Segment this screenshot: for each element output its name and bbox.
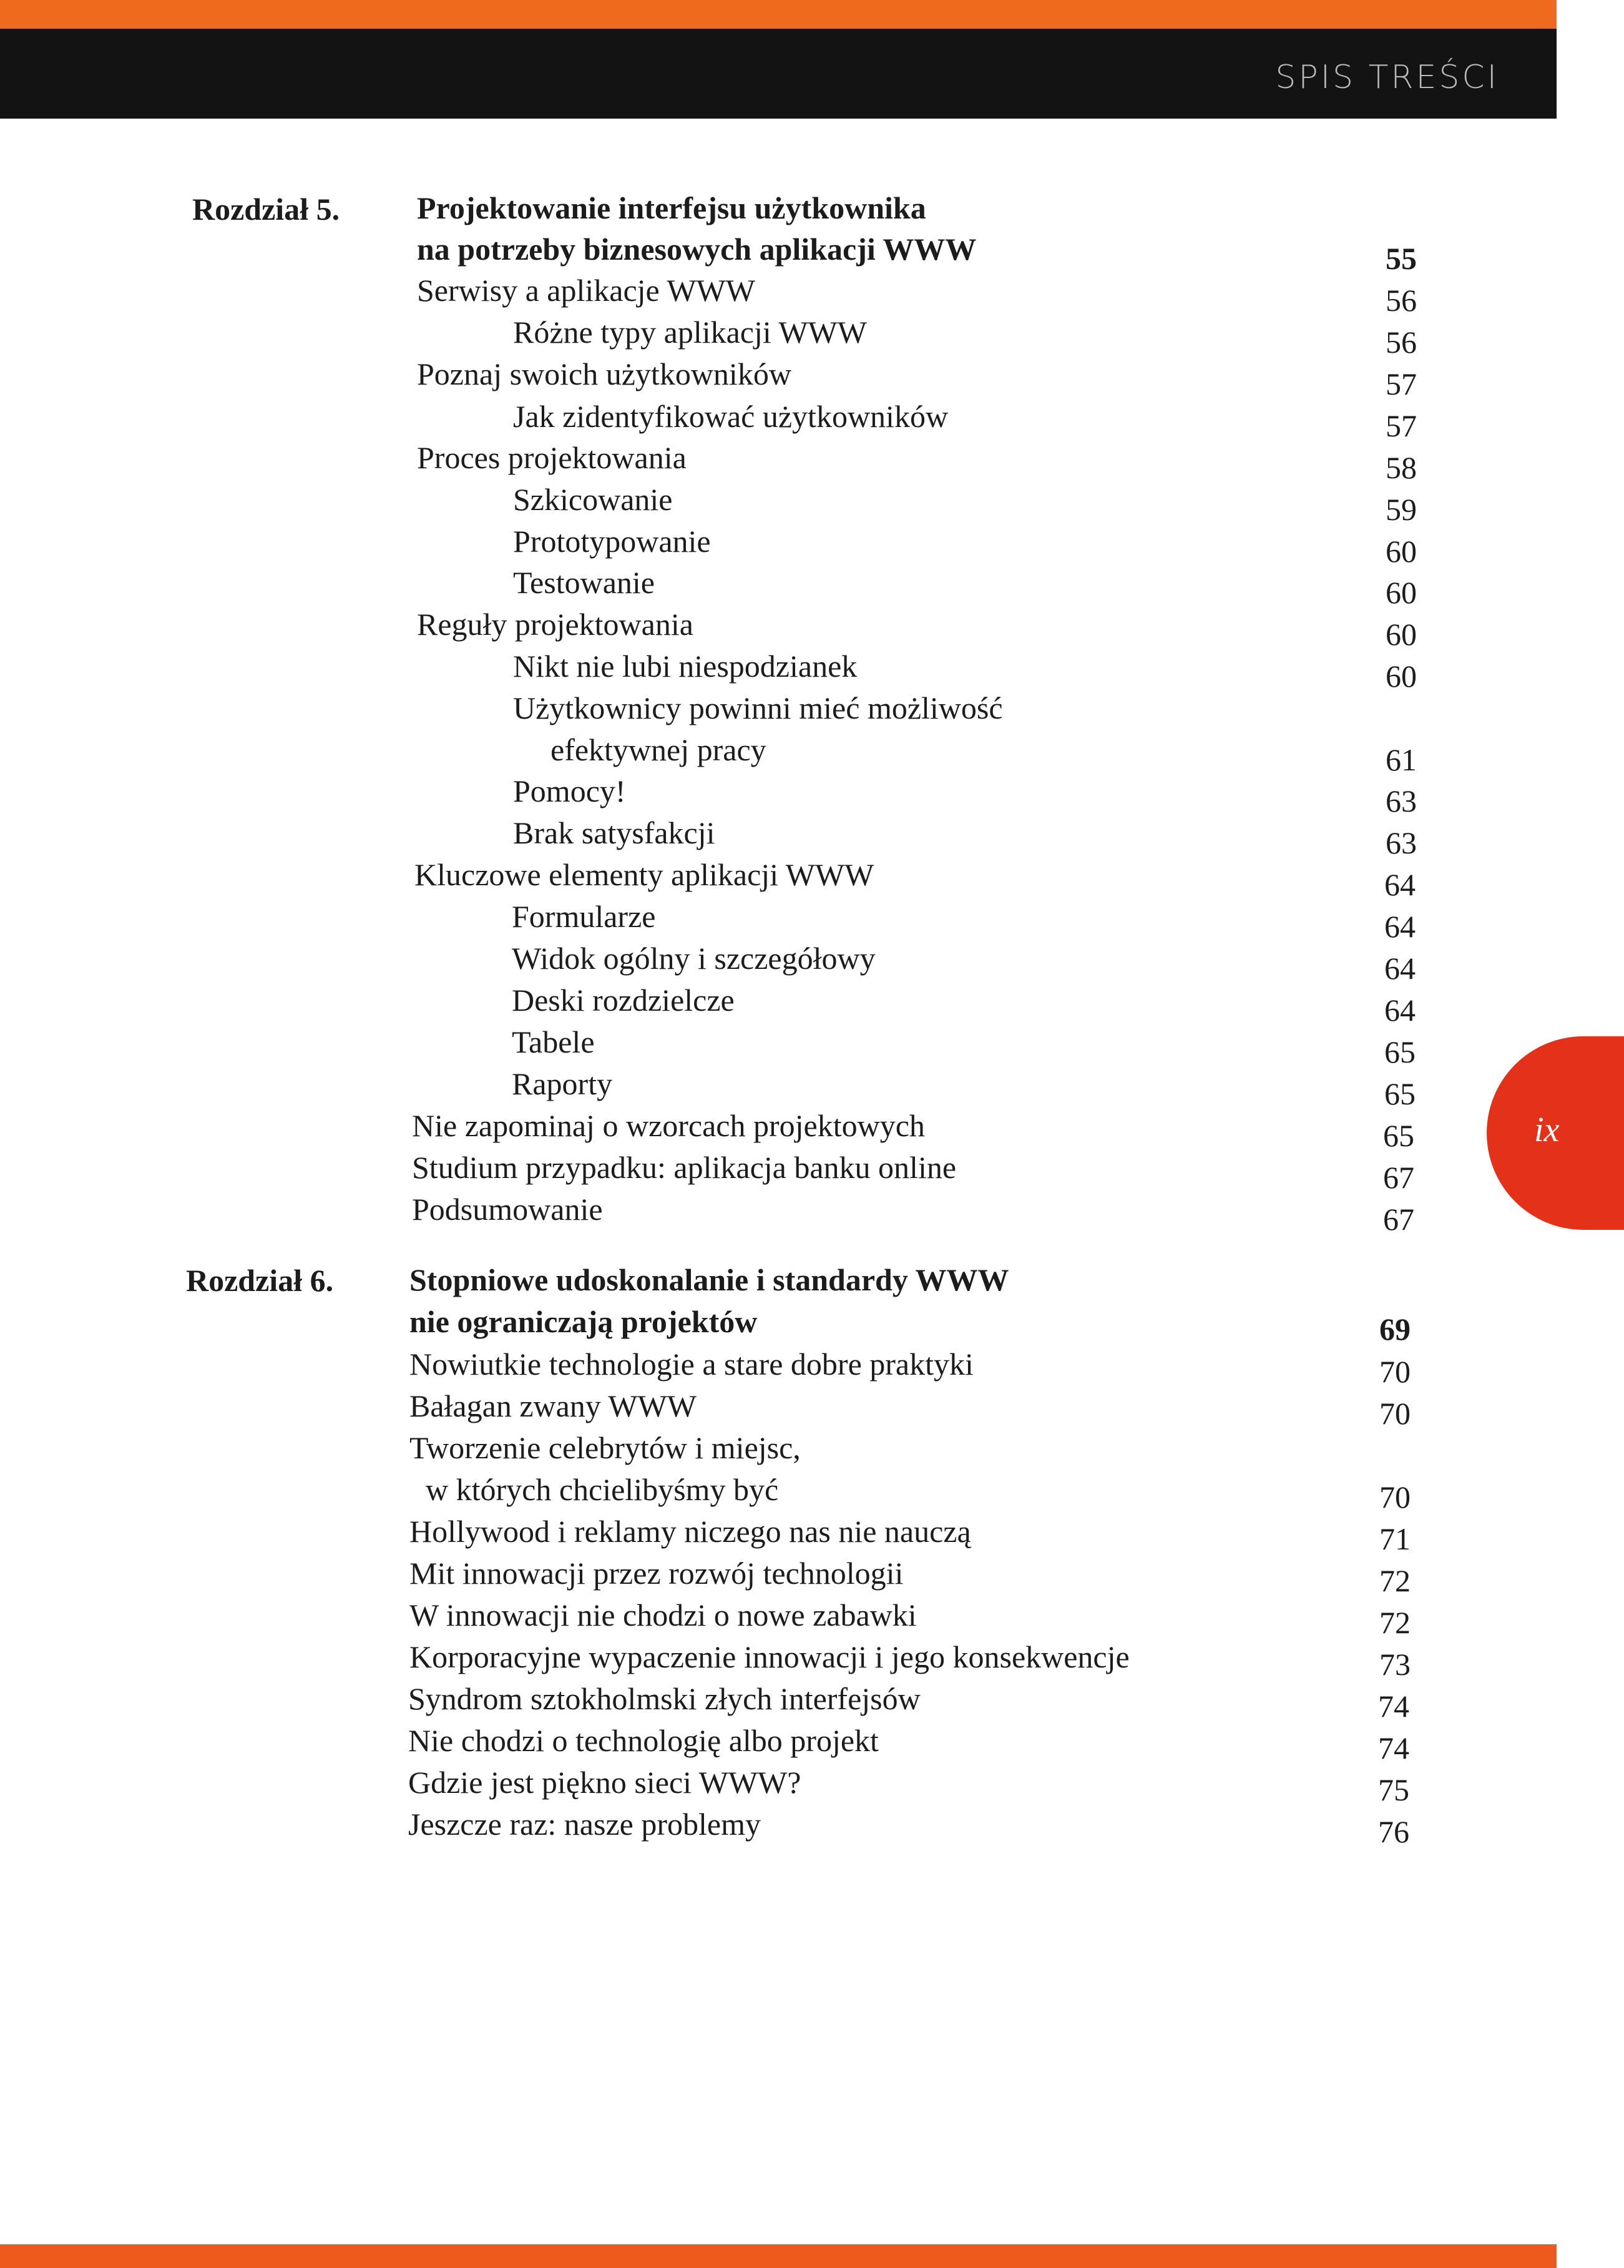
toc-entry: Korporacyjne wypaczenie innowacji i jego konsekwencje bbox=[409, 1639, 1130, 1674]
toc-entry: Poznaj swoich użytkowników bbox=[417, 356, 791, 391]
toc-entry-page: 73 bbox=[1379, 1647, 1411, 1682]
toc-entry: Widok ogólny i szczegółowy bbox=[512, 941, 876, 976]
toc-entry-page: 67 bbox=[1383, 1202, 1414, 1237]
toc-entry-page: 64 bbox=[1384, 993, 1416, 1028]
toc-entry: Mit innowacji przez rozwój technologii bbox=[409, 1556, 904, 1591]
toc-entry-page: 74 bbox=[1378, 1730, 1409, 1765]
toc-entry: Testowanie bbox=[513, 565, 655, 600]
toc-entry-page: 74 bbox=[1378, 1689, 1409, 1724]
toc-entry: Bałagan zwany WWW bbox=[409, 1388, 697, 1423]
toc-entry-page: 63 bbox=[1386, 783, 1417, 818]
toc-entry-page: 57 bbox=[1386, 366, 1417, 401]
chapter-6-page: 69 bbox=[1379, 1312, 1411, 1347]
chapter-5-title-line1: Projektowanie interfejsu użytkownika bbox=[417, 190, 926, 225]
toc-entry-page: 64 bbox=[1384, 951, 1416, 986]
toc-entry-page: 65 bbox=[1384, 1034, 1416, 1069]
toc-entry: Nie chodzi o technologię albo projekt bbox=[408, 1723, 879, 1758]
toc-entry: Proces projektowania bbox=[417, 440, 687, 475]
toc-entry-page: 72 bbox=[1379, 1605, 1411, 1640]
toc-entry: Gdzie jest piękno sieci WWW? bbox=[408, 1765, 801, 1800]
toc-entry: Nie zapominaj o wzorcach projektowych bbox=[412, 1108, 925, 1143]
toc-entry: Deski rozdzielcze bbox=[512, 983, 735, 1018]
toc-entry: Jak zidentyfikować użytkowników bbox=[513, 399, 949, 434]
toc-entry-page: 65 bbox=[1384, 1076, 1416, 1111]
toc-entry: W innowacji nie chodzi o nowe zabawki bbox=[409, 1598, 917, 1632]
toc-entry-page: 56 bbox=[1386, 283, 1417, 318]
toc-entry-page: 58 bbox=[1386, 450, 1417, 485]
toc-entry: Pomocy! bbox=[513, 773, 626, 808]
chapter-5-page: 55 bbox=[1386, 241, 1417, 276]
toc-entry: Podsumowanie bbox=[412, 1192, 603, 1227]
chapter-5-label: Rozdział 5. bbox=[192, 192, 340, 227]
chapter-6-label: Rozdział 6. bbox=[186, 1263, 334, 1298]
toc-entry-page: 70 bbox=[1379, 1354, 1411, 1389]
toc-entry-page: 67 bbox=[1383, 1160, 1414, 1195]
toc-entry: Hollywood i reklamy niczego nas nie nauczą bbox=[409, 1514, 971, 1549]
toc-entry-page: 65 bbox=[1383, 1118, 1414, 1153]
header-title: SPIS TREŚCI bbox=[1275, 59, 1499, 96]
toc-entry: Tworzenie celebrytów i miejsc, bbox=[409, 1430, 801, 1465]
toc-entry-page: 72 bbox=[1379, 1563, 1411, 1598]
toc-entry: Jeszcze raz: nasze problemy bbox=[408, 1807, 761, 1842]
toc-entry-page: 57 bbox=[1386, 408, 1417, 443]
toc-entry-page: 64 bbox=[1384, 867, 1416, 902]
toc-entry: Reguły projektowania bbox=[417, 607, 693, 642]
toc-entry: Użytkownicy powinni mieć możliwość bbox=[513, 690, 1003, 725]
toc-entry: Syndrom sztokholmski złych interfejsów bbox=[408, 1681, 921, 1716]
page-number: ix bbox=[1534, 1111, 1560, 1149]
toc-entry: Studium przypadku: aplikacja banku online bbox=[412, 1150, 957, 1185]
toc-entry: Nikt nie lubi niespodzianek bbox=[513, 649, 858, 684]
toc-entry: Brak satysfakcji bbox=[513, 815, 715, 850]
toc-entry-page: 60 bbox=[1386, 534, 1417, 569]
chapter-5-title-line2: na potrzeby biznesowych aplikacji WWW bbox=[417, 232, 977, 267]
toc-entry-page: 71 bbox=[1379, 1521, 1411, 1556]
toc-entry-page: 61 bbox=[1386, 742, 1417, 777]
toc-entry: Tabele bbox=[512, 1024, 595, 1059]
toc-entry: Formularze bbox=[512, 899, 656, 934]
toc-entry: w których chcielibyśmy być bbox=[426, 1472, 779, 1507]
toc-entry-page: 76 bbox=[1378, 1814, 1409, 1849]
toc-entry-page: 75 bbox=[1378, 1772, 1409, 1807]
toc-entry-page: 70 bbox=[1379, 1396, 1411, 1431]
toc-entry-page: 56 bbox=[1386, 325, 1417, 360]
toc-entry-page: 60 bbox=[1386, 659, 1417, 694]
toc-entry-page: 70 bbox=[1379, 1480, 1411, 1514]
toc-entry: Raporty bbox=[512, 1066, 613, 1101]
toc-entry: Serwisy a aplikacje WWW bbox=[417, 273, 755, 308]
toc-entry: Kluczowe elementy aplikacji WWW bbox=[414, 857, 874, 892]
chapter-6-title-line1: Stopniowe udoskonalanie i standardy WWW bbox=[409, 1262, 1009, 1297]
toc-entry: efektywnej pracy bbox=[550, 732, 766, 767]
toc-entry: Szkicowanie bbox=[513, 482, 673, 517]
toc-entry-page: 60 bbox=[1386, 575, 1417, 610]
toc-entry-page: 60 bbox=[1386, 617, 1417, 652]
chapter-6-title-line2: nie ograniczają projektów bbox=[409, 1304, 758, 1339]
toc-entry-page: 59 bbox=[1386, 492, 1417, 527]
toc-entry-page: 63 bbox=[1386, 825, 1417, 860]
toc-entry-page: 64 bbox=[1384, 909, 1416, 944]
toc-entry: Nowiutkie technologie a stare dobre praktyki bbox=[409, 1347, 974, 1382]
toc-entry: Różne typy aplikacji WWW bbox=[513, 315, 867, 350]
toc-entry: Prototypowanie bbox=[513, 524, 711, 559]
